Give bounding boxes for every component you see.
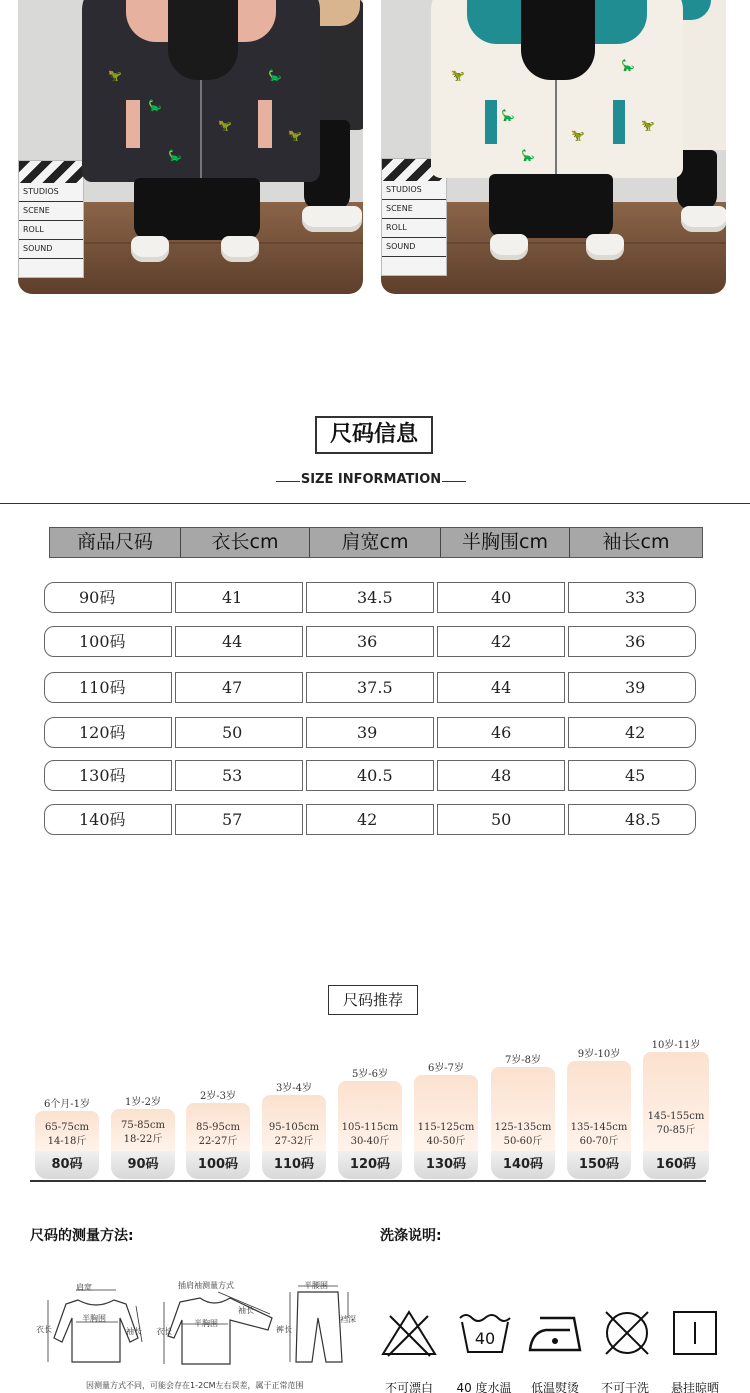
header-sleeve: 袖长cm [602, 531, 670, 553]
size-label: 110码 [262, 1151, 326, 1179]
size-label: 80码 [35, 1151, 99, 1179]
age-range: 1岁-2岁 [124, 1097, 162, 1108]
height-range: 85-95cm [196, 1122, 240, 1133]
care-label-no-bleach: 不可漂白 [384, 1381, 433, 1393]
weight-range: 50-60斤 [503, 1136, 543, 1147]
cell-shoulder: 39 [306, 717, 434, 748]
table-row [44, 626, 696, 657]
size-label: 90码 [111, 1151, 175, 1179]
measuring-diagram [36, 1278, 356, 1380]
table-row [44, 672, 696, 703]
measuring-note: 因测量方式不同，可能会存在1-2CM左右误差，属于正常范围 [86, 1381, 304, 1390]
care-label-wash-40: 40 度水温 [456, 1381, 512, 1393]
cell-shoulder: 40.5 [306, 760, 434, 791]
height-range: 135-145cm [570, 1122, 628, 1133]
size-table-header [49, 527, 703, 558]
weight-range: 18-22斤 [123, 1134, 163, 1145]
recommend-column [111, 1093, 175, 1179]
recommend-column [491, 1051, 555, 1179]
product-photo-dark: STUDIOS SCENE ROLL SOUND 🦖 🦕 🦖 🦕 🦖 🦕 [18, 0, 363, 294]
no-bleach-icon [380, 1308, 438, 1358]
height-range: 125-135cm [494, 1122, 552, 1133]
size-label: 100码 [186, 1151, 250, 1179]
weight-range: 60-70斤 [579, 1136, 619, 1147]
label-rise: 裆深 [340, 1315, 356, 1324]
cell-length: 53 [175, 760, 303, 791]
clapboard-prop: STUDIOS SCENE ROLL SOUND [18, 160, 84, 278]
header-chest: 半胸围cm [441, 528, 570, 557]
cell-chest: 50 [437, 804, 565, 835]
clapboard-prop: STUDIOS SCENE ROLL SOUND [381, 158, 447, 276]
label-chest-raglan: 半胸围 [194, 1319, 218, 1328]
size-label: 120码 [338, 1151, 402, 1179]
weight-range: 27-32斤 [274, 1136, 314, 1147]
age-range: 7岁-8岁 [504, 1055, 542, 1066]
cell-sleeve: 42 [568, 717, 696, 748]
height-range: 105-115cm [341, 1122, 399, 1133]
cell-chest: 48 [437, 760, 565, 791]
weight-range: 70-85斤 [656, 1125, 696, 1136]
label-length: 衣长 [36, 1325, 52, 1334]
recommend-column [567, 1045, 631, 1179]
label-length-raglan: 衣长 [156, 1327, 172, 1336]
header-size: 商品尺码 [50, 528, 181, 557]
cell-shoulder: 34.5 [306, 582, 434, 613]
age-range: 6个月-1岁 [43, 1099, 91, 1110]
measuring-title: 尺码的测量方法: [30, 1228, 134, 1244]
recommend-column [338, 1065, 402, 1179]
hang-dry-icon [666, 1308, 724, 1358]
label-pants-length: 裤长 [276, 1325, 292, 1334]
cell-length: 47 [175, 672, 303, 703]
cell-sleeve: 48.5 [568, 804, 696, 835]
care-label-hang-dry: 悬挂晾晒 [670, 1381, 719, 1393]
table-row [44, 804, 696, 835]
cell-size: 120码 [44, 717, 172, 748]
pants-icon [296, 1292, 342, 1362]
cell-sleeve: 39 [568, 672, 696, 703]
age-range: 5岁-6岁 [351, 1069, 389, 1080]
size-recommend-title: 尺码推荐 [328, 985, 418, 1015]
weight-range: 40-50斤 [426, 1136, 466, 1147]
age-range: 6岁-7岁 [427, 1063, 465, 1074]
cell-length: 50 [175, 717, 303, 748]
height-range: 145-155cm [647, 1111, 705, 1122]
recommend-column [35, 1095, 99, 1179]
cell-chest: 44 [437, 672, 565, 703]
label-sleeve: 袖长 [126, 1327, 142, 1336]
wash-40-icon [456, 1308, 514, 1358]
size-label: 130码 [414, 1151, 478, 1179]
cell-sleeve: 45 [568, 760, 696, 791]
table-row [44, 717, 696, 748]
size-label: 150码 [567, 1151, 631, 1179]
size-info-title: 尺码信息 [315, 416, 433, 454]
cell-length: 41 [175, 582, 303, 613]
weight-range: 14-18斤 [47, 1136, 87, 1147]
weight-range: 30-40斤 [350, 1136, 390, 1147]
no-dry-clean-icon [598, 1308, 656, 1358]
size-label: 160码 [643, 1151, 709, 1179]
cell-length: 57 [175, 804, 303, 835]
cell-shoulder: 42 [306, 804, 434, 835]
wash-temperature: 40 [474, 1329, 496, 1348]
height-range: 65-75cm [45, 1122, 89, 1133]
age-range: 10岁-11岁 [651, 1040, 701, 1051]
table-row [44, 760, 696, 791]
label-raglan-method: 插肩袖测量方式 [178, 1281, 234, 1290]
cell-sleeve: 33 [568, 582, 696, 613]
cell-chest: 40 [437, 582, 565, 613]
low-iron-icon [526, 1308, 584, 1358]
label-shoulder: 肩宽 [76, 1283, 92, 1292]
height-range: 75-85cm [121, 1120, 165, 1131]
header-shoulder: 肩宽cm [310, 528, 441, 557]
height-range: 115-125cm [417, 1122, 475, 1133]
table-row [44, 582, 696, 613]
recommend-column [414, 1059, 478, 1179]
recommend-baseline [30, 1180, 706, 1182]
care-label-no-dry-clean: 不可干洗 [600, 1381, 649, 1393]
recommend-column [262, 1079, 326, 1179]
care-label-low-iron: 低温熨烫 [530, 1381, 579, 1393]
height-range: 95-105cm [268, 1122, 320, 1133]
cell-shoulder: 36 [306, 626, 434, 657]
cell-size: 140码 [44, 804, 172, 835]
label-sleeve-raglan: 袖长 [238, 1306, 254, 1315]
cell-size: 100码 [44, 626, 172, 657]
age-range: 9岁-10岁 [577, 1049, 621, 1060]
care-title: 洗涤说明: [380, 1228, 442, 1244]
weight-range: 22-27斤 [198, 1136, 238, 1147]
cell-shoulder: 37.5 [306, 672, 434, 703]
header-length: 衣长cm [181, 528, 310, 557]
recommend-column [643, 1036, 709, 1179]
age-range: 3岁-4岁 [275, 1083, 313, 1094]
cell-sleeve: 36 [568, 626, 696, 657]
label-chest: 半胸围 [82, 1314, 106, 1323]
cell-size: 110码 [44, 672, 172, 703]
size-label: 140码 [491, 1151, 555, 1179]
cell-size: 90码 [44, 582, 172, 613]
age-range: 2岁-3岁 [199, 1091, 237, 1102]
label-waist: 半腰围 [304, 1281, 328, 1290]
cell-chest: 46 [437, 717, 565, 748]
cell-size: 130码 [44, 760, 172, 791]
product-photo-light: STUDIOS SCENE ROLL SOUND 🦖 🦕 🦖 🦕 🦖 🦕 [381, 0, 726, 294]
recommend-column [186, 1087, 250, 1179]
cell-chest: 42 [437, 626, 565, 657]
size-info-subtitle: SIZE INFORMATION [276, 472, 466, 487]
cell-length: 44 [175, 626, 303, 657]
section-divider [0, 503, 750, 504]
